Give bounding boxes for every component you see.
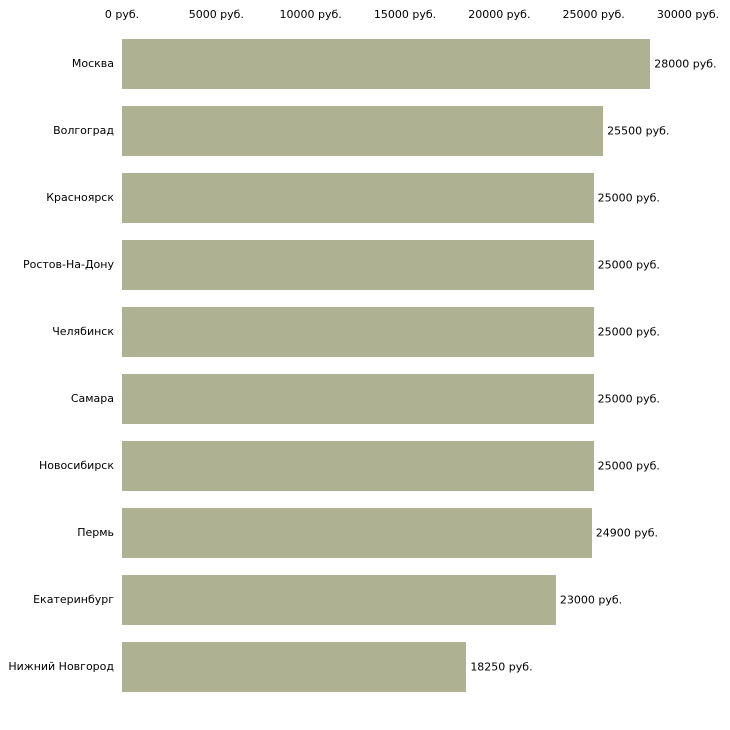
- x-tick-label: 0 руб.: [104, 8, 140, 21]
- bar-value-label: 23000 руб.: [559, 593, 623, 606]
- category-label: Екатеринбург: [33, 592, 114, 606]
- bar-row[interactable]: [122, 575, 688, 625]
- bar-value-label: 25000 руб.: [597, 191, 660, 204]
- bar-value-label: 18250 руб.: [470, 660, 533, 673]
- x-axis: [0, 0, 730, 30]
- bar-value-label: 25500 руб.: [607, 124, 670, 137]
- bar-row[interactable]: [122, 441, 688, 491]
- bar-row[interactable]: [122, 307, 688, 357]
- bar[interactable]: [122, 240, 594, 290]
- category-label: Новосибирск: [38, 458, 114, 472]
- y-axis-category-labels: [0, 30, 118, 700]
- category-label: Пермь: [77, 525, 114, 539]
- category-label: Москва: [71, 56, 114, 70]
- bar-value-label: 24900 руб.: [595, 526, 659, 539]
- bar[interactable]: [122, 39, 650, 89]
- bar[interactable]: [122, 575, 556, 625]
- bar-value-label: 25000 руб.: [597, 459, 660, 472]
- bar-value-label: 25000 руб.: [597, 258, 660, 271]
- bar-row[interactable]: [122, 106, 688, 156]
- plot-area: [122, 30, 717, 700]
- bar[interactable]: [122, 441, 594, 491]
- category-label: Нижний Новгород: [8, 659, 114, 673]
- bar[interactable]: [122, 173, 594, 223]
- bar[interactable]: [122, 307, 594, 357]
- bar-row[interactable]: [122, 39, 717, 89]
- bar[interactable]: [122, 374, 594, 424]
- bar-row[interactable]: [122, 173, 688, 223]
- category-label: Волгоград: [53, 123, 114, 137]
- bar-value-label: 25000 руб.: [597, 325, 660, 338]
- category-label: Самара: [70, 391, 114, 405]
- bar[interactable]: [122, 106, 603, 156]
- bar-row[interactable]: [122, 508, 688, 558]
- x-tick-label: 20000 руб.: [468, 8, 531, 21]
- bar-row[interactable]: [122, 374, 688, 424]
- bar-value-label: 25000 руб.: [597, 392, 660, 405]
- bar-value-label: 28000 руб.: [654, 57, 717, 70]
- category-label: Красноярск: [46, 190, 114, 204]
- bar-row[interactable]: [122, 240, 688, 290]
- bar[interactable]: [122, 642, 466, 692]
- category-label: Ростов-На-Дону: [22, 257, 114, 271]
- bar[interactable]: [122, 508, 592, 558]
- x-tick-label: 30000 руб.: [656, 8, 720, 21]
- x-tick-label: 5000 руб.: [188, 8, 244, 21]
- x-tick-label: 10000 руб.: [279, 8, 342, 21]
- category-label: Челябинск: [52, 324, 114, 338]
- x-tick-label: 25000 руб.: [562, 8, 625, 21]
- bar-row[interactable]: [122, 642, 688, 692]
- x-tick-label: 15000 руб.: [373, 8, 437, 21]
